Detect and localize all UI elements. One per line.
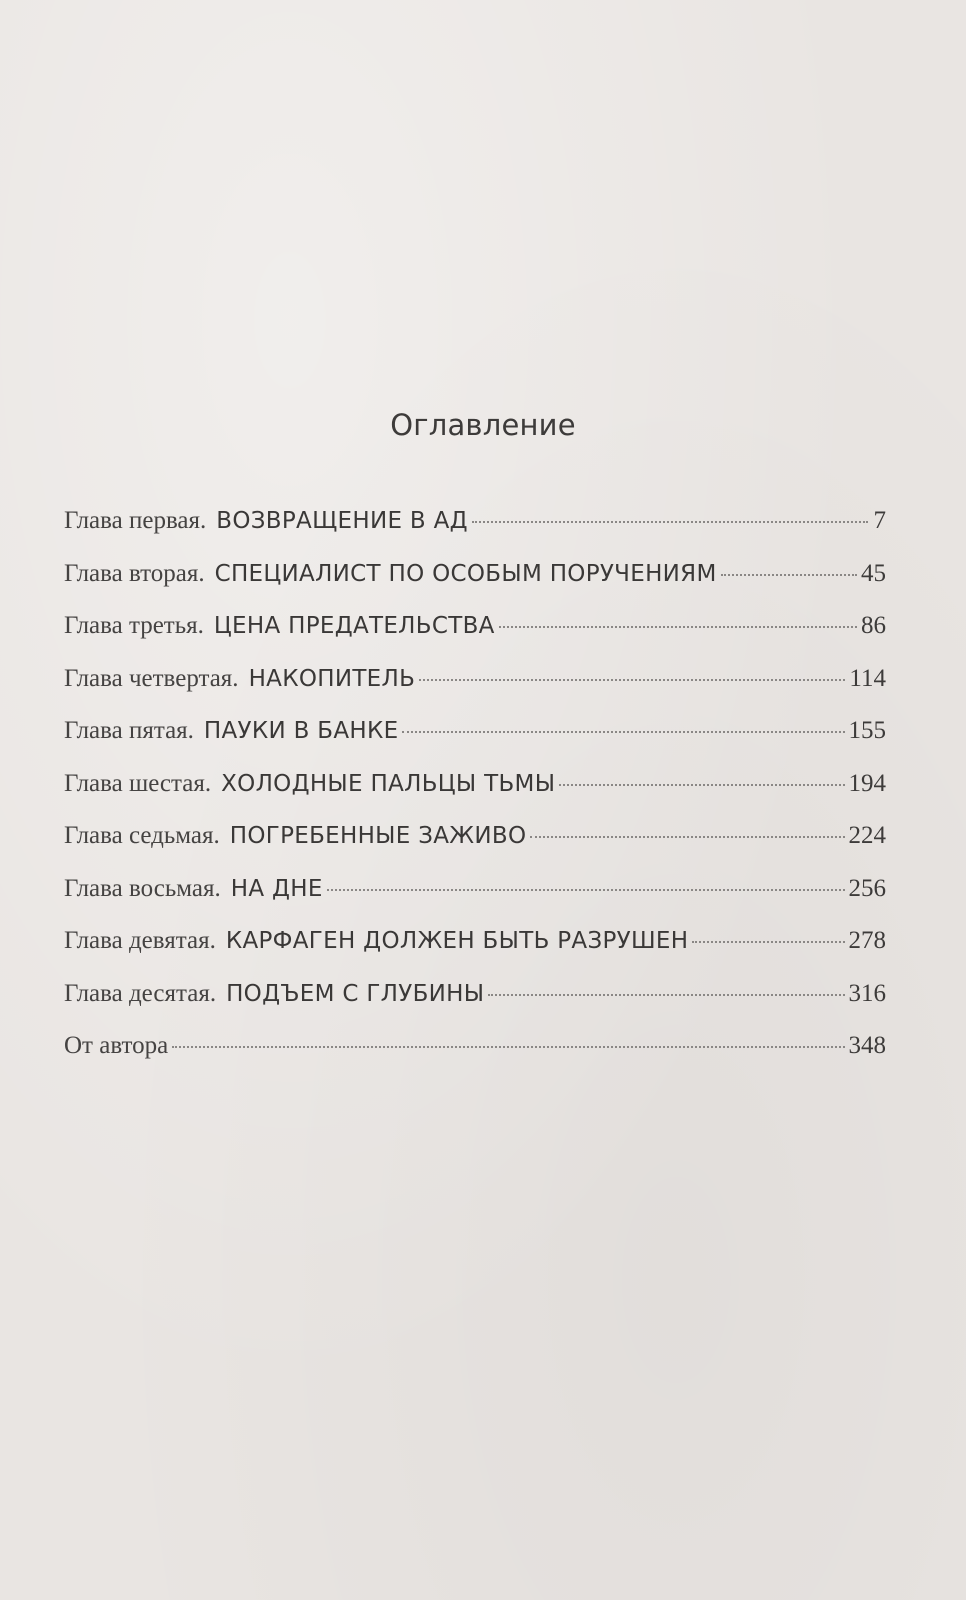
toc-entry-prefix: Глава восьмая. — [64, 874, 221, 902]
dot-leader — [530, 836, 844, 838]
toc-entry-5 — [64, 716, 886, 769]
toc-entry-name: ПАУКИ В БАНКЕ — [203, 718, 399, 744]
toc-entry-name: ПОДЪЕМ С ГЛУБИНЫ — [226, 980, 485, 1007]
toc-entry-prefix: Глава шестая. — [64, 769, 212, 797]
toc-entry-prefix: Глава вторая. — [64, 559, 205, 587]
dot-leader — [402, 731, 844, 733]
toc-entry-name: ВОЗВРАЩЕНИЕ В АД — [216, 508, 468, 534]
dot-leader — [419, 679, 845, 681]
toc-entry-prefix: Глава третья. — [64, 612, 204, 639]
toc-entry-prefix: Глава пятая. — [64, 717, 194, 744]
toc-entry-11 — [64, 1031, 886, 1084]
dot-leader — [692, 941, 844, 943]
toc-entry-4 — [64, 664, 886, 717]
toc-entry-name: НАКОПИТЕЛЬ — [248, 665, 416, 692]
toc-entry-page: 155 — [848, 717, 886, 744]
dot-leader — [499, 626, 857, 628]
toc-entry-name: ХОЛОДНЫЕ ПАЛЬЦЫ ТЬМЫ — [221, 770, 556, 797]
dot-leader — [327, 889, 845, 891]
dot-leader — [488, 994, 844, 996]
dot-leader — [559, 784, 844, 786]
toc-entry-prefix: Глава десятая. — [64, 979, 217, 1007]
dot-leader — [472, 521, 868, 523]
table-of-contents — [64, 506, 886, 1084]
toc-entry-3 — [64, 611, 886, 664]
toc-entry-prefix: Глава четвертая. — [64, 664, 239, 692]
toc-entry-2 — [64, 559, 886, 612]
toc-entry-page: 348 — [848, 1032, 886, 1059]
toc-entry-page: 256 — [848, 874, 886, 902]
toc-entry-name: КАРФАГЕН ДОЛЖЕН БЫТЬ РАЗРУШЕН — [225, 928, 689, 954]
toc-entry-name: НА ДНЕ — [230, 875, 323, 902]
toc-entry-name: ПОГРЕБЕННЫЕ ЗАЖИВО — [229, 823, 527, 849]
toc-entry-page: 194 — [848, 769, 886, 797]
toc-entry-name: СПЕЦИАЛИСТ ПО ОСОБЫМ ПОРУЧЕНИЯМ — [214, 560, 717, 587]
toc-entry-1 — [64, 506, 886, 559]
toc-entry-page: 278 — [848, 927, 886, 954]
toc-entry-prefix: Глава седьмая. — [64, 822, 220, 849]
toc-entry-prefix: Глава первая. — [64, 507, 207, 534]
toc-entry-page: 316 — [848, 979, 886, 1007]
toc-entry-prefix: Глава девятая. — [64, 927, 216, 954]
toc-entry-name: ЦЕНА ПРЕДАТЕЛЬСТВА — [213, 613, 495, 639]
toc-entry-7 — [64, 821, 886, 874]
page-title: Оглавление — [390, 408, 576, 442]
dot-leader — [172, 1046, 844, 1048]
toc-entry-6 — [64, 769, 886, 822]
toc-entry-page: 86 — [861, 612, 886, 639]
toc-entry-8 — [64, 874, 886, 927]
dot-leader — [721, 574, 857, 576]
toc-entry-10 — [64, 979, 886, 1032]
toc-entry-prefix: От автора — [64, 1032, 169, 1059]
toc-entry-9 — [64, 926, 886, 979]
toc-entry-page: 114 — [849, 664, 886, 692]
toc-entry-page: 7 — [873, 507, 886, 534]
toc-entry-page: 224 — [848, 822, 886, 849]
toc-entry-page: 45 — [861, 559, 886, 587]
